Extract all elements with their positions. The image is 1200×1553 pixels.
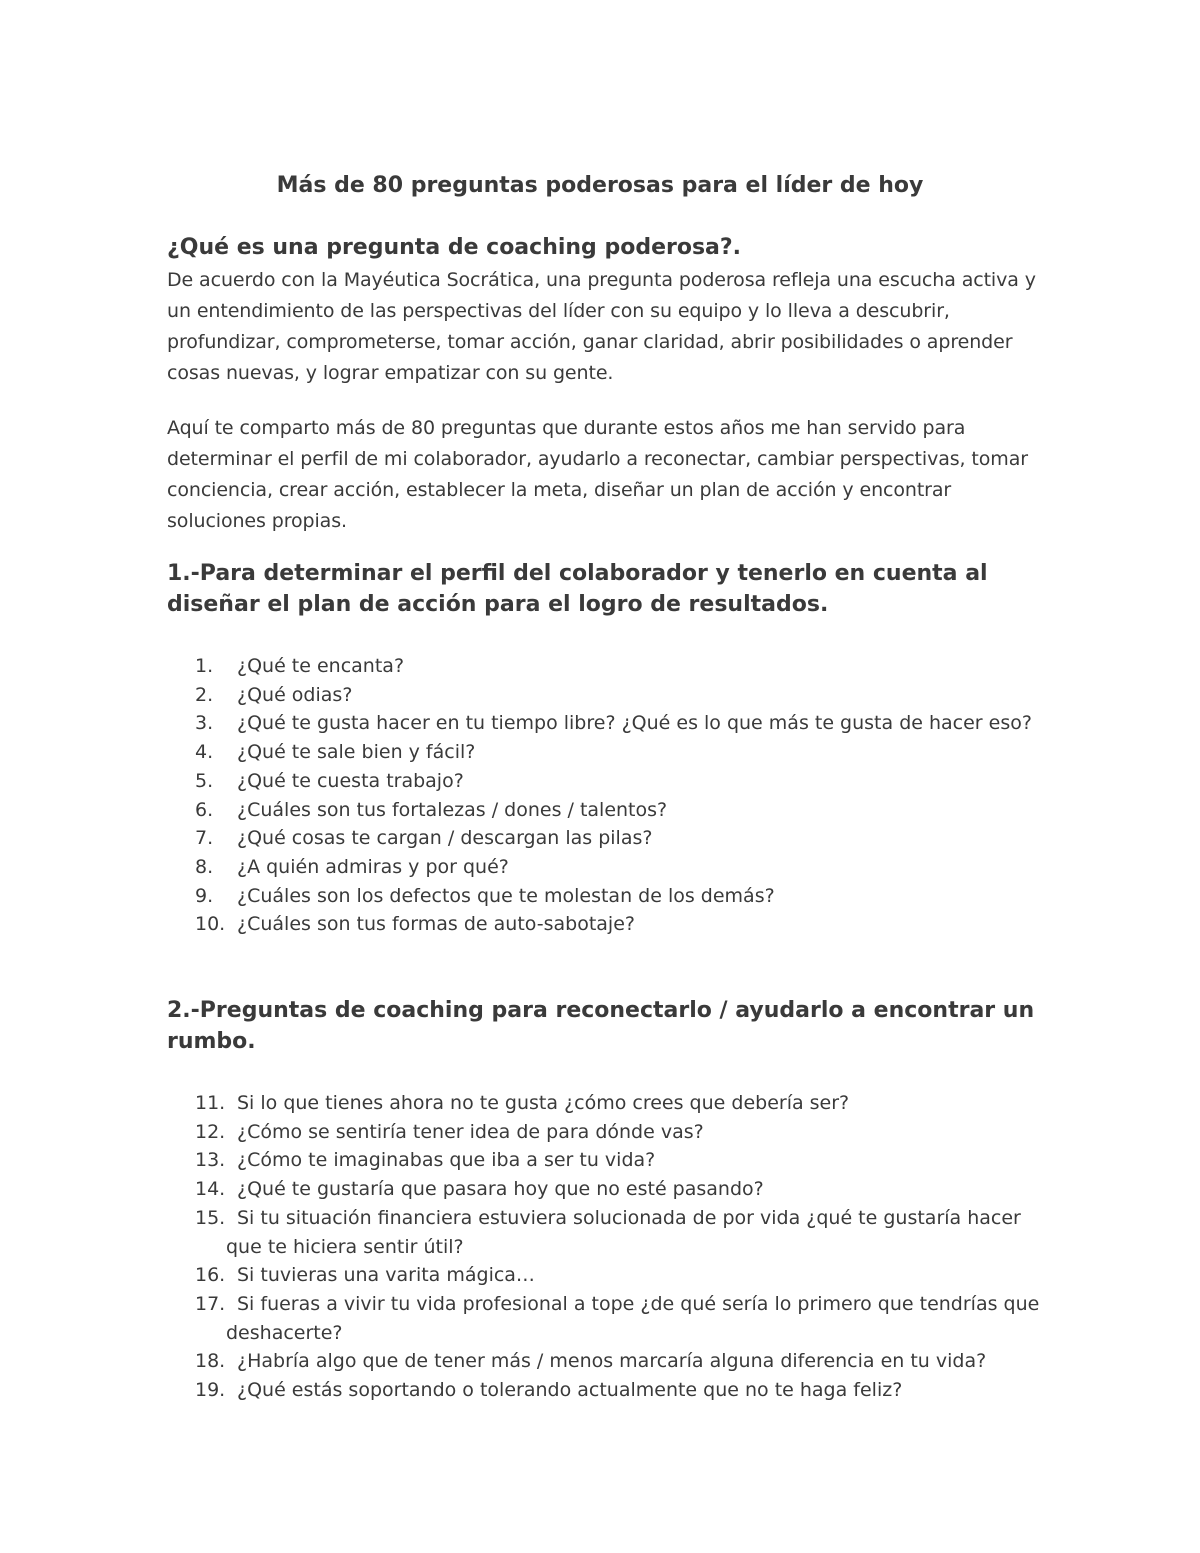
list-item: [167, 1118, 1047, 1147]
list-item-number-text: 12.: [195, 1120, 226, 1143]
document-title: Más de 80 preguntas poderosas para el líder de hoy: [276, 173, 924, 198]
list-item-number: [167, 1290, 226, 1319]
list-item-number: [167, 767, 221, 796]
list-item-text: ¿Cuáles son los defectos que te molestan de los demás?: [237, 884, 775, 907]
section1-question-list: [167, 652, 1047, 939]
list-item-number: [167, 1089, 226, 1118]
list-item-text: ¿Qué te gusta hacer en tu tiempo libre? ¿Qué es lo que más te gusta de hacer eso?: [237, 712, 1032, 735]
list-item-text: Si tu situación financiera estuviera solucionada de por vida ¿qué te gustaría hacer que te hiciera sentir útil?: [226, 1206, 1021, 1258]
list-item-text: ¿Qué odias?: [237, 683, 353, 706]
list-item: [167, 681, 1047, 710]
list-item-number-text: 17.: [195, 1292, 226, 1315]
list-item-number-text: 16.: [195, 1264, 226, 1287]
list-item-number: [167, 1204, 226, 1233]
list-item-number-text: 15.: [195, 1206, 226, 1229]
list-item-number-text: 10.: [195, 913, 226, 936]
list-item-number-text: 9.: [195, 884, 214, 907]
list-item-number: [167, 1347, 226, 1376]
list-item-number: [167, 910, 226, 939]
list-item-number: [167, 824, 221, 853]
list-item-text: ¿Cuáles son tus formas de auto-sabotaje?: [237, 913, 635, 936]
list-item: [167, 796, 1047, 825]
list-item-number: [167, 709, 221, 738]
list-item-text: ¿Cuáles son tus fortalezas / dones / talentos?: [237, 798, 668, 821]
list-item-number: [167, 1261, 226, 1290]
list-item: [167, 853, 1047, 882]
list-item: [167, 709, 1047, 738]
list-item: [167, 767, 1047, 796]
list-item-text: ¿Qué te cuesta trabajo?: [237, 769, 464, 792]
list-item: [167, 1347, 1047, 1376]
list-item-text: ¿Cómo te imaginabas que iba a ser tu vida?: [237, 1149, 656, 1172]
list-item-text: Si lo que tienes ahora no te gusta ¿cómo crees que debería ser?: [237, 1092, 850, 1114]
list-item-number-text: 19.: [195, 1379, 226, 1402]
list-item-text: ¿A quién admiras y por qué?: [237, 855, 509, 878]
list-item: [167, 910, 1047, 939]
list-item-text: ¿Habría algo que de tener más / menos marcaría alguna diferencia en tu vida?: [237, 1350, 987, 1373]
list-item: [167, 1175, 1047, 1204]
list-item: [167, 1146, 1047, 1175]
list-item-number-text: 14.: [195, 1178, 226, 1201]
list-item-text: ¿Cómo se sentiría tener idea de para dónde vas?: [237, 1120, 704, 1143]
second-paragraph: Aquí te comparto más de 80 preguntas que durante estos años me han servido para determinar el perfil de mi colaborador, ayudarlo a reconectar, cambiar perspectivas, tomar conciencia, crear acción, establecer la meta, diseñar un plan de acción y encontrar soluciones propias.: [167, 417, 1028, 532]
list-item-text: ¿Qué cosas te cargan / descargan las pilas?: [237, 827, 653, 850]
list-item: [167, 1204, 1047, 1261]
list-item-number-text: 8.: [195, 855, 214, 878]
list-item-text: Si fueras a vivir tu vida profesional a tope ¿de qué sería lo primero que tendrías que deshacerte?: [226, 1292, 1040, 1344]
list-item-number: [167, 1146, 226, 1175]
list-item-number-text: 5.: [195, 769, 214, 792]
list-item-number-text: 1.: [195, 655, 214, 677]
list-item: [167, 1261, 1047, 1290]
list-item-text: ¿Qué te sale bien y fácil?: [237, 741, 476, 764]
list-item-text: Si tuvieras una varita mágica…: [237, 1264, 535, 1287]
section1-heading: 1.-Para determinar el perfil del colaborador y tenerlo en cuenta al diseñar el plan de acción para el logro de resultados.: [167, 561, 988, 617]
list-item-number-text: 3.: [195, 712, 214, 735]
list-item-text: ¿Qué te encanta?: [237, 655, 405, 677]
list-item-text: ¿Qué estás soportando o tolerando actualmente que no te haga feliz?: [237, 1379, 903, 1402]
list-item-number-text: 13.: [195, 1149, 226, 1172]
list-item-number: [167, 738, 221, 767]
list-item: [167, 1089, 1047, 1118]
list-item-number: [167, 681, 221, 710]
list-item-number: [167, 1376, 226, 1405]
list-item-number-text: 2.: [195, 683, 214, 706]
list-item-text: ¿Qué te gustaría que pasara hoy que no esté pasando?: [237, 1178, 764, 1201]
list-item-number-text: 4.: [195, 741, 214, 764]
list-item: [167, 738, 1047, 767]
list-item-number: [167, 853, 221, 882]
list-item-number: [167, 1175, 226, 1204]
question-heading: ¿Qué es una pregunta de coaching poderosa?.: [167, 235, 742, 260]
list-item-number: [167, 1118, 226, 1147]
list-item-number-text: 18.: [195, 1350, 226, 1373]
list-item: [167, 882, 1047, 911]
intro-paragraph: De acuerdo con la Mayéutica Socrática, una pregunta poderosa refleja una escucha activa y un entendimiento de las perspectivas del líder con su equipo y lo lleva a descubrir, profundizar, comprometerse, tomar acción, ganar claridad, abrir posibilidades o aprender cosas nuevas, y lograr empatizar con su gente.: [167, 269, 1036, 384]
list-item: [167, 1376, 1047, 1405]
list-item: [167, 824, 1047, 853]
list-item-number: [167, 882, 221, 911]
list-item-number: [167, 796, 221, 825]
list-item: [167, 1290, 1047, 1347]
list-item-number-text: 7.: [195, 827, 214, 850]
section2-heading: 2.-Preguntas de coaching para reconectarlo / ayudarlo a encontrar un rumbo.: [167, 998, 1035, 1054]
list-item: [167, 652, 1047, 681]
list-item-number-text: 6.: [195, 798, 214, 821]
section2-question-list: [167, 1089, 1047, 1405]
list-item-number-text: 11.: [195, 1092, 226, 1114]
list-item-number: [167, 652, 221, 681]
